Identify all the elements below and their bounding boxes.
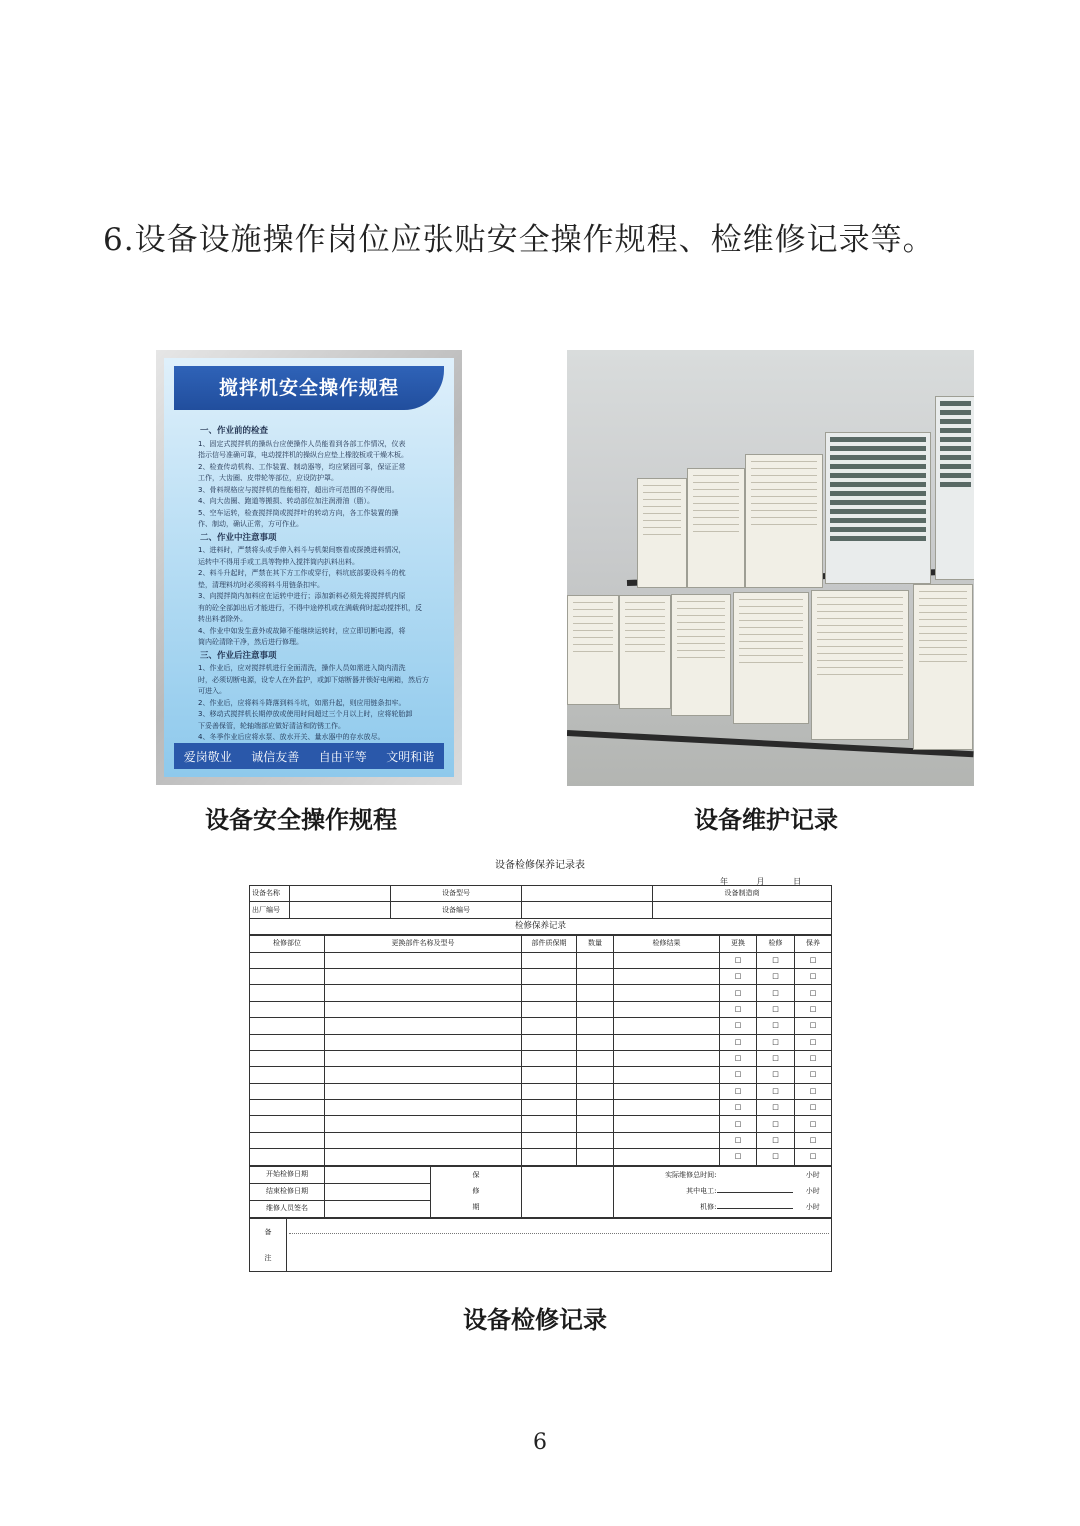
table-cell [577, 1050, 614, 1066]
value-warranty [522, 1166, 614, 1217]
value-remark [287, 1218, 832, 1271]
table-cell [614, 968, 720, 984]
table-cell [614, 952, 720, 968]
label-mechanic: 机修: [616, 1199, 793, 1215]
maintenance-record-form [249, 885, 831, 1263]
table-cell [325, 952, 522, 968]
table-cell [325, 1018, 522, 1034]
checkbox-cell[interactable]: □ [795, 968, 832, 984]
table-cell [250, 1100, 325, 1116]
table-cell [522, 985, 577, 1001]
poster-line: 筒内砼清除干净，然后进行修理。 [198, 638, 303, 646]
poster-line: 3、向搅拌筒内加料应在运转中进行；添加新料必须先将搅拌机内原 [198, 592, 406, 600]
checkbox-cell[interactable]: □ [795, 1116, 832, 1132]
value-equipment-model [522, 886, 653, 902]
remark-line [289, 1233, 829, 1234]
table-row [250, 1050, 832, 1066]
poster-line: 指示信号准确可靠，电动搅拌机的操纵台应垫上橡胶板或干燥木板。 [198, 451, 408, 459]
poster-line: 可进入。 [198, 687, 226, 695]
record-sheet [733, 592, 809, 724]
checkbox-cell[interactable]: □ [795, 1018, 832, 1034]
table-cell [250, 1034, 325, 1050]
poster-line: 2、料斗升起时，严禁在其下方工作或穿行，料坑底部要设料斗的枕 [198, 569, 406, 577]
checkbox-cell[interactable]: □ [720, 1083, 757, 1099]
poster-body [186, 424, 440, 744]
table-cell [577, 1067, 614, 1083]
photo-wall [567, 350, 974, 786]
checkbox-cell[interactable]: □ [757, 1083, 795, 1099]
table-cell [577, 1034, 614, 1050]
table-cell [522, 1050, 577, 1066]
value-factory-no [290, 902, 391, 918]
checkbox-cell[interactable]: □ [720, 1132, 757, 1148]
column-header: 更换 [720, 936, 757, 952]
table-cell [325, 1149, 522, 1165]
poster-line: 时，必须切断电源，设专人在外监护，或卸下熔断器并锁好电闸箱，然后方 [198, 675, 429, 684]
table-cell [325, 1083, 522, 1099]
poster-line: 1、作业后，应对搅拌机进行全面清洗，操作人员如需进入筒内清洗 [198, 664, 406, 672]
poster-line: 1、进料时，严禁将头或手伸入料斗与机架间察看或探摸进料情况， [198, 546, 406, 554]
label-equipment-model: 设备型号 [391, 886, 522, 902]
table-row [250, 1116, 832, 1132]
table-row [250, 952, 832, 968]
checkbox-cell[interactable]: □ [757, 985, 795, 1001]
table-cell [250, 1067, 325, 1083]
poster-line: 5、空车运转，检查搅拌筒或搅拌叶的转动方向，各工作装置的操 [198, 508, 399, 517]
section-title: 检修保养记录 [250, 918, 832, 934]
table-cell [614, 1149, 720, 1165]
table-cell [522, 1018, 577, 1034]
record-sheet [671, 594, 731, 716]
table-cell [522, 1132, 577, 1148]
record-sheet [811, 590, 909, 740]
value-signature [325, 1200, 431, 1217]
poster-line: 3、骨料规格应与搅拌机的性能相符，超出许可范围的不得使用。 [198, 485, 399, 494]
poster-footer-item: 爱岗敬业 [183, 749, 232, 764]
poster-section-title: 一、作业前的检查 [200, 426, 269, 436]
poster-footer [174, 743, 444, 769]
checkbox-cell[interactable]: □ [757, 1116, 795, 1132]
checkbox-cell[interactable]: □ [757, 1034, 795, 1050]
table-cell [614, 1018, 720, 1034]
column-header: 检修部位 [250, 936, 325, 952]
table-cell [614, 1067, 720, 1083]
caption-repair-records: 设备检修记录 [463, 1306, 607, 1334]
checkbox-cell[interactable]: □ [795, 1132, 832, 1148]
poster-line: 2、作业后，应将料斗降落到料斗坑，如需升起，则应用链条扣牢。 [198, 698, 406, 707]
table-cell [250, 985, 325, 1001]
checkbox-cell[interactable]: □ [757, 968, 795, 984]
table-row [250, 985, 832, 1001]
table-cell [250, 1132, 325, 1148]
table-cell [325, 968, 522, 984]
label-electrician: 其中电工: [616, 1183, 793, 1199]
label-signature: 维修人员签名 [250, 1200, 325, 1217]
poster-line: 转出料者除外。 [198, 615, 247, 623]
checkbox-cell[interactable]: □ [795, 1001, 832, 1017]
label-total-time: 实际维修总时间: [665, 1170, 717, 1179]
safety-procedure-poster [156, 350, 462, 785]
poster-line: 3、移动式搅拌机长期停放或使用时间超过三个月以上时，应将轮胎卸 [198, 710, 413, 718]
value-start-date [325, 1166, 431, 1183]
value-manufacturer [653, 902, 832, 918]
form-header-table [249, 885, 832, 935]
column-header: 数量 [577, 936, 614, 952]
table-row [250, 1018, 832, 1034]
table-cell [522, 1034, 577, 1050]
table-cell [325, 1050, 522, 1066]
table-cell [250, 1083, 325, 1099]
form-date: 年 月 日 [720, 877, 802, 886]
record-sheet [567, 595, 619, 705]
poster-line: 运转中不得用手或工具等物伸入搅拌筒内扒料出料。 [198, 557, 359, 566]
table-row [250, 1083, 832, 1099]
poster-line: 下妥善保管，轮轴端部应做好清洁和防锈工作。 [198, 721, 345, 730]
checkbox-cell[interactable]: □ [795, 1067, 832, 1083]
checkbox-cell[interactable]: □ [720, 1018, 757, 1034]
poster-line: 有的砼全部卸出后才能进行，不得中途停机或在满载荷时起动搅拌机，反 [198, 603, 422, 612]
column-header: 部件质保期 [522, 936, 577, 952]
label-warranty-1: 保 [472, 1170, 480, 1179]
label-hours: 小时 [805, 1170, 820, 1179]
checkbox-cell[interactable]: □ [757, 1050, 795, 1066]
poster-footer-item: 诚信友善 [251, 749, 300, 764]
table-cell [325, 1067, 522, 1083]
table-cell [614, 1001, 720, 1017]
poster-line: 4、作业中如发生意外或故障不能继续运转时，应立即切断电源，将 [198, 626, 406, 635]
table-cell [250, 1001, 325, 1017]
checkbox-cell[interactable]: □ [720, 1034, 757, 1050]
table-cell [522, 1116, 577, 1132]
table-row [250, 1149, 832, 1165]
repair-time-block [614, 1166, 795, 1217]
hours-unit-block [795, 1166, 832, 1217]
table-cell [325, 1100, 522, 1116]
checkbox-cell[interactable]: □ [720, 968, 757, 984]
record-sheet [637, 478, 687, 588]
checkbox-cell[interactable]: □ [720, 985, 757, 1001]
table-cell [614, 1116, 720, 1132]
label-remark-2: 注 [264, 1253, 272, 1262]
table-cell [250, 1116, 325, 1132]
checkbox-cell[interactable]: □ [757, 1018, 795, 1034]
page-number: 6 [533, 1430, 547, 1455]
column-header: 保养 [795, 936, 832, 952]
value-equipment-name [290, 886, 391, 902]
record-sheet [913, 584, 973, 750]
label-warranty-2: 修 [472, 1186, 480, 1195]
caption-maintenance-records: 设备维护记录 [694, 806, 838, 834]
checkbox-cell[interactable]: □ [795, 1100, 832, 1116]
table-cell [577, 1100, 614, 1116]
table-cell [250, 1050, 325, 1066]
poster-title: 搅拌机安全操作规程 [174, 366, 444, 410]
checkbox-cell[interactable]: □ [795, 952, 832, 968]
poster-line: 4、冬季作业后应将水泵、放水开关、量水器中的存水放尽。 [198, 733, 385, 741]
label-remark [250, 1218, 287, 1271]
checkbox-cell[interactable]: □ [757, 1100, 795, 1116]
table-cell [250, 968, 325, 984]
checkbox-cell[interactable]: □ [795, 1050, 832, 1066]
checkbox-cell[interactable]: □ [720, 1100, 757, 1116]
poster-line: 1、固定式搅拌机的操纵台应使操作人员能看到各部工作情况，仪表 [198, 439, 406, 448]
table-row [250, 1132, 832, 1148]
caption-safety-procedure: 设备安全操作规程 [205, 806, 397, 834]
label-hours: 小时 [805, 1186, 820, 1195]
table-cell [522, 1001, 577, 1017]
poster-footer-item: 自由平等 [318, 749, 367, 764]
table-cell [325, 985, 522, 1001]
checkbox-cell[interactable]: □ [795, 1083, 832, 1099]
table-cell [577, 1018, 614, 1034]
label-end-date: 结束检修日期 [250, 1183, 325, 1200]
table-cell [614, 1083, 720, 1099]
value-equipment-no [522, 902, 653, 918]
label-warranty [431, 1166, 522, 1217]
value-end-date [325, 1183, 431, 1200]
table-cell [577, 1083, 614, 1099]
table-cell [250, 1018, 325, 1034]
table-cell [325, 1001, 522, 1017]
table-cell [577, 1116, 614, 1132]
label-remark-1: 备 [264, 1227, 272, 1236]
poster-line: 2、检查传动机构、工作装置、制动器等，均应紧固可靠，保证正常 [198, 462, 406, 471]
table-cell [614, 1132, 720, 1148]
table-cell [522, 1100, 577, 1116]
column-header: 更换部件名称及型号 [325, 936, 522, 952]
record-sheet [687, 468, 745, 588]
label-manufacturer: 设备制造商 [653, 886, 832, 902]
label-hours: 小时 [805, 1202, 820, 1211]
column-header: 检修 [757, 936, 795, 952]
table-row [250, 1067, 832, 1083]
poster-line: 作、制动，确认正常，方可作业。 [198, 520, 303, 528]
table-cell [577, 985, 614, 1001]
record-sheet [745, 454, 823, 588]
checkbox-cell[interactable]: □ [720, 1067, 757, 1083]
table-cell [577, 1001, 614, 1017]
checkbox-cell[interactable]: □ [757, 1132, 795, 1148]
table-cell [522, 1067, 577, 1083]
record-table [249, 935, 832, 1165]
form-footer-table [249, 1166, 832, 1218]
table-cell [250, 952, 325, 968]
table-cell [614, 1034, 720, 1050]
table-cell [577, 968, 614, 984]
poster-section-title: 三、作业后注意事项 [200, 650, 277, 661]
table-cell [614, 1050, 720, 1066]
checkbox-cell[interactable]: □ [757, 1001, 795, 1017]
checkbox-cell[interactable]: □ [795, 1149, 832, 1165]
label-warranty-3: 期 [472, 1202, 480, 1211]
checkbox-cell[interactable]: □ [757, 1149, 795, 1165]
poster-footer-item: 文明和谐 [386, 749, 435, 764]
table-cell [577, 1149, 614, 1165]
poster-line: 4、向大齿圈、跑道等搬损、转动部位加注润滑油（脂）。 [198, 497, 374, 505]
poster-board [164, 358, 454, 777]
table-row [250, 1100, 832, 1116]
poster-line: 工作，大齿圈、皮带轮等部位，应设防护罩。 [198, 474, 338, 482]
page-heading: 6.设备设施操作岗位应张贴安全操作规程、检维修记录等。 [103, 222, 935, 258]
checkbox-cell[interactable]: □ [720, 952, 757, 968]
poster-section-title: 二、作业中注意事项 [200, 532, 277, 543]
table-cell [522, 968, 577, 984]
column-header: 检修结果 [614, 936, 720, 952]
table-row [250, 968, 832, 984]
table-cell [522, 952, 577, 968]
table-cell [250, 1149, 325, 1165]
table-cell [522, 1149, 577, 1165]
checkbox-cell[interactable]: □ [757, 952, 795, 968]
checkbox-cell[interactable]: □ [795, 985, 832, 1001]
record-sheet-photos [935, 396, 974, 580]
table-cell [325, 1116, 522, 1132]
label-factory-no: 出厂编号 [250, 902, 290, 918]
label-equipment-no: 设备编号 [391, 902, 522, 918]
checkbox-cell[interactable]: □ [720, 1001, 757, 1017]
table-row [250, 1034, 832, 1050]
table-cell [325, 1034, 522, 1050]
remark-table [249, 1218, 832, 1272]
checkbox-cell[interactable]: □ [720, 1116, 757, 1132]
table-cell [577, 952, 614, 968]
table-cell [614, 1100, 720, 1116]
label-start-date: 开始检修日期 [250, 1166, 325, 1183]
table-cell [614, 985, 720, 1001]
checkbox-cell[interactable]: □ [720, 1149, 757, 1165]
checkbox-cell[interactable]: □ [720, 1050, 757, 1066]
form-title: 设备检修保养记录表 [495, 860, 585, 871]
label-equipment-name: 设备名称 [250, 886, 290, 902]
table-row [250, 1001, 832, 1017]
poster-line: 垫，清理料坑时必须将料斗用链条扣牢。 [198, 580, 324, 589]
maintenance-records-photo [567, 350, 974, 786]
record-sheet-photos [825, 432, 931, 584]
table-cell [522, 1083, 577, 1099]
table-cell [325, 1132, 522, 1148]
record-sheet [619, 595, 671, 709]
checkbox-cell[interactable]: □ [795, 1034, 832, 1050]
checkbox-cell[interactable]: □ [757, 1067, 795, 1083]
table-cell [577, 1132, 614, 1148]
